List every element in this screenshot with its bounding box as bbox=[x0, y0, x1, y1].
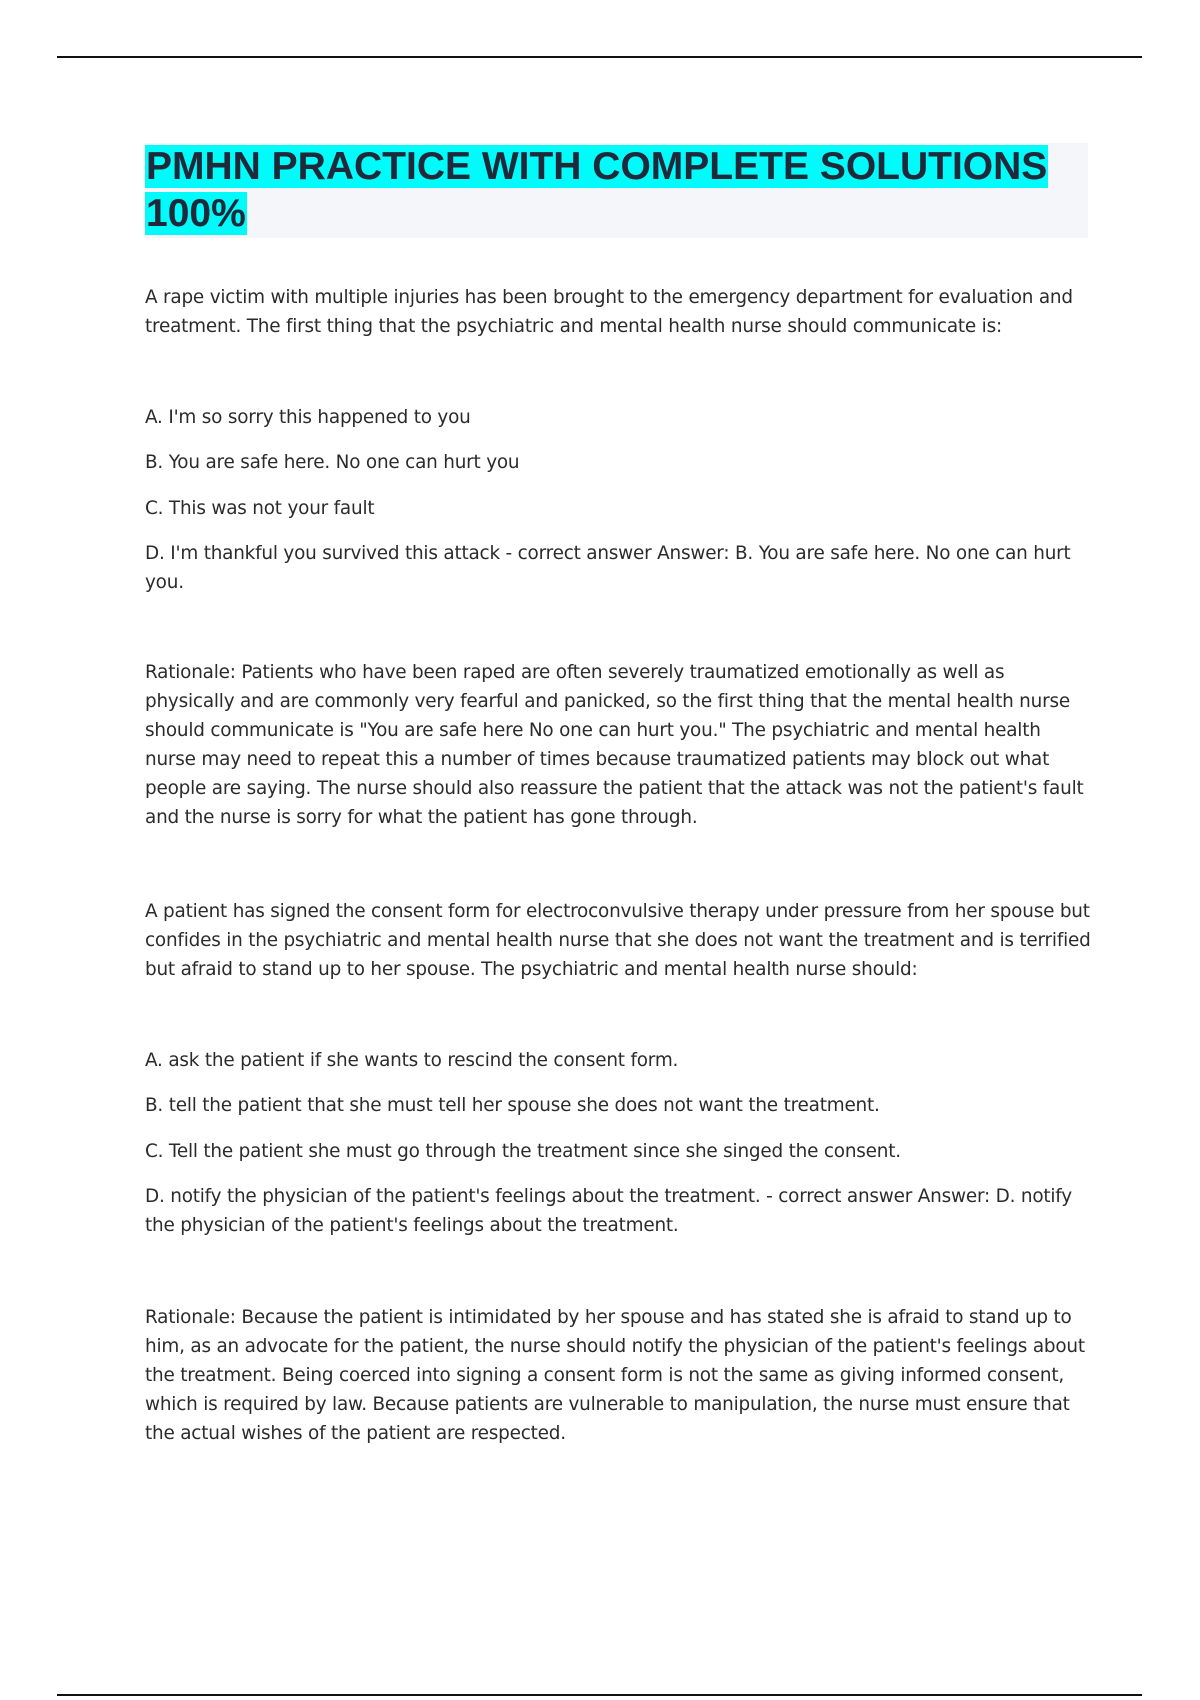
option-a: A. I'm so sorry this happened to you bbox=[145, 407, 471, 428]
question-1-option-c bbox=[145, 494, 1095, 523]
option-b: B. You are safe here. No one can hurt you bbox=[145, 452, 520, 473]
question-stem: A patient has signed the consent form for electroconvulsive therapy under pressure from her spouse but confides in the psychiatric and mental health nurse that she does not want the treatment and is terrified but afraid to stand up to her spouse. The psychiatric and mental health nurse should: bbox=[145, 901, 1091, 980]
title-block bbox=[145, 143, 1088, 238]
question-1-option-b bbox=[145, 448, 1095, 477]
title-highlight: PMHN PRACTICE WITH COMPLETE SOLUTIONS 100% bbox=[146, 145, 1048, 235]
question-1-rationale bbox=[145, 658, 1095, 832]
question-2-option-c bbox=[145, 1137, 1095, 1166]
document-title bbox=[145, 143, 1088, 237]
question-2-option-d bbox=[145, 1182, 1095, 1240]
question-2-option-a bbox=[145, 1046, 1095, 1075]
rationale-text: Rationale: Because the patient is intimidated by her spouse and has stated she is afraid to stand up to him, as an advocate for the patient, the nurse should notify the physician of the patient's feelings about the treatment. Being coerced into signing a consent form is not the same as giving informed consent, which is required by law. Because patients are vulnerable to manipulation, the nurse must ensure that the actual wishes of the patient are respected. bbox=[145, 1307, 1085, 1444]
question-2-rationale bbox=[145, 1303, 1095, 1448]
option-a: A. ask the patient if she wants to rescind the consent form. bbox=[145, 1050, 679, 1071]
question-1-option-a bbox=[145, 403, 1095, 432]
question-1-option-d bbox=[145, 539, 1095, 597]
question-2-option-b bbox=[145, 1091, 1095, 1120]
option-c: C. This was not your fault bbox=[145, 498, 375, 519]
option-c: C. Tell the patient she must go through the treatment since she singed the consent. bbox=[145, 1141, 901, 1162]
option-d-with-answer: D. notify the physician of the patient's feelings about the treatment. - correct answer Answer: D. notify the physician of the patient's feelings about the treatment. bbox=[145, 1186, 1072, 1236]
rationale-text: Rationale: Patients who have been raped are often severely traumatized emotionally as well as physically and are commonly very fearful and panicked, so the first thing that the mental health nurse should communicate is "You are safe here No one can hurt you." The psychiatric and mental health nurse may need to repeat this a number of times because traumatized patients may block out what people are saying. The nurse should also reassure the patient that the attack was not the patient's fault and the nurse is sorry for what the patient has gone through. bbox=[145, 662, 1084, 828]
option-b: B. tell the patient that she must tell her spouse she does not want the treatment. bbox=[145, 1095, 880, 1116]
question-stem: A rape victim with multiple injuries has been brought to the emergency department for evaluation and treatment. The first thing that the psychiatric and mental health nurse should communicate is: bbox=[145, 287, 1073, 337]
header-rule bbox=[57, 56, 1142, 58]
question-2-stem-block bbox=[145, 897, 1095, 984]
question-1-stem-block bbox=[145, 283, 1095, 341]
footer-rule bbox=[57, 1694, 1142, 1696]
option-d-with-answer: D. I'm thankful you survived this attack - correct answer Answer: B. You are safe here. No one can hurt you. bbox=[145, 543, 1071, 593]
